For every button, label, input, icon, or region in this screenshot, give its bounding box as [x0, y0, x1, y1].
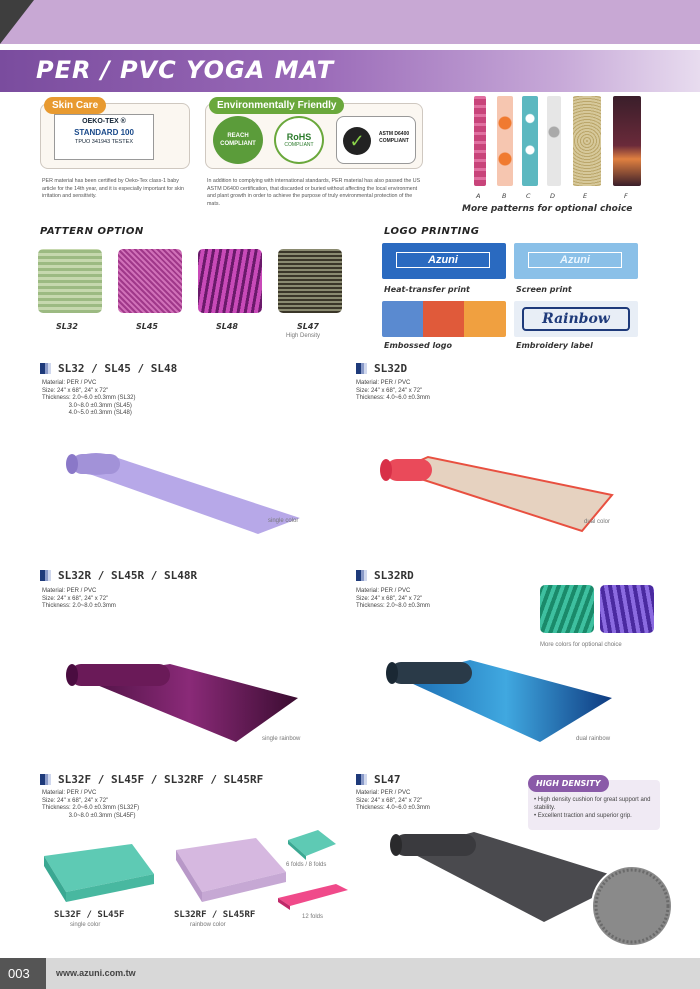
pattern-sample-f [613, 96, 641, 186]
pattern-option-heading: PATTERN OPTION [40, 226, 144, 237]
logo-printing-heading: LOGO PRINTING [384, 226, 480, 237]
patterns-caption: More patterns for optional choice [462, 204, 633, 214]
pattern-letter-e: E [583, 192, 588, 200]
color-swatch-violet [600, 585, 654, 633]
heat-transfer-sample [382, 243, 506, 279]
environment-label: Environmentally Friendly [209, 97, 344, 114]
embossed-logo-sample [382, 301, 506, 337]
oeko-tex-certificate [54, 114, 154, 160]
heat-transfer-logo: Azuni [396, 252, 490, 268]
pattern-letter-a: A [476, 192, 481, 200]
folded-mat-rainbow-color [170, 832, 290, 906]
section-marker [356, 570, 369, 581]
rohs-sub: COMPLIANT [284, 142, 314, 148]
page-number: 003 [8, 966, 30, 981]
mat-image-single-rainbow [60, 640, 310, 750]
mat-image-dual-rainbow [380, 650, 630, 760]
section-marker [40, 363, 53, 374]
pattern-sample-d [547, 96, 561, 186]
bullet-text-2: Excellent traction and superior grip. [537, 813, 632, 819]
cert-standard: STANDARD 100 [74, 128, 134, 137]
pattern-sample-e [573, 96, 601, 186]
bullet-text-1: High density cushion for great support and stability. [534, 797, 651, 811]
swatch-sl45 [118, 249, 182, 313]
folded-mat-6-8-folds [284, 826, 340, 862]
product-spec-sl47: Material: PER / PVC Size: 24" x 68", 24" x 72" Thickness: 4.0~6.0 ±0.3mm [356, 790, 430, 811]
high-density-label: HIGH DENSITY [528, 775, 609, 792]
section-marker [356, 363, 369, 374]
folded-title-single: SL32F / SL45F [54, 910, 125, 920]
folded-title-rainbow: SL32RF / SL45RF [174, 910, 256, 920]
folded-sub-single: single color [70, 922, 101, 928]
rohs-text: RoHS [286, 132, 312, 142]
environment-text: In addition to complying with international standards, PER material has also passed the US ASTM D6400 certification, that discarded or buried without affecting the local environment and plant growth in order to achieve the purpose of truly environmental protection of the mats. [207, 178, 421, 207]
section-marker [40, 570, 53, 581]
product-caption-single-color: single color [268, 518, 299, 524]
product-spec-sl32: Material: PER / PVC Size: 24" x 68", 24" x 72" Thickness: 2.0~6.0 ±0.3mm (SL32) 3.0~8.0 ±0.3mm (SL45) 4.0~5.0 ±0.3mm (SL48) [42, 380, 136, 416]
pattern-sample-c [522, 96, 538, 186]
swatch-label-sl32: SL32 [56, 322, 78, 331]
embroidery-label-sample [514, 301, 638, 337]
section-marker [40, 774, 53, 785]
astm-text: ASTM D6400 COMPLIANT [378, 131, 410, 144]
product-title-sl32f: SL32F / SL45F / SL32RF / SL45RF [58, 773, 264, 786]
swatch-label-sl47: SL47 [297, 322, 319, 331]
product-title-sl47: SL47 [374, 773, 401, 786]
swatch-label-sl45: SL45 [136, 322, 158, 331]
product-title-sl32rd: SL32RD [374, 569, 414, 582]
skin-care-label: Skin Care [44, 97, 106, 114]
cert-title: OEKO-TEX ® [82, 118, 126, 125]
folded-sub-rainbow: rainbow color [190, 922, 226, 928]
section-marker [356, 774, 369, 785]
logo-caption-embroidery: Embroidery label [516, 341, 593, 350]
embroidery-logo: Rainbow [522, 307, 630, 331]
reach-badge: REACH COMPLIANT [213, 116, 263, 164]
logo-caption-heat: Heat-transfer print [384, 285, 470, 294]
bullet-item: • High density cushion for great support and stability. [534, 797, 651, 811]
folded-mat-single-color [38, 836, 158, 906]
swatch-sl47 [278, 249, 342, 313]
product-spec-sl32d: Material: PER / PVC Size: 24" x 68", 24" x 72" Thickness: 4.0~6.0 ±0.3mm [356, 380, 430, 401]
swatch-note-sl47: High Density [286, 333, 321, 339]
logo-caption-embossed: Embossed logo [384, 341, 452, 350]
fold-caption-12: 12 folds [302, 914, 324, 920]
screen-print-logo: Azuni [528, 252, 622, 268]
folded-mat-12-folds [276, 880, 350, 910]
rohs-badge [274, 116, 324, 164]
product-caption-dual-rainbow: dual rainbow [576, 736, 611, 742]
swatch-sl48 [198, 249, 262, 313]
mat-image-high-density [384, 810, 674, 950]
logo-caption-screen: Screen print [516, 285, 572, 294]
product-caption-dual-color: dual color [584, 519, 611, 525]
product-title-sl32d: SL32D [374, 362, 408, 375]
pattern-sample-b [497, 96, 513, 186]
top-band [0, 0, 700, 44]
skin-care-text: PER material has been certified by Oeko-Tex class-1 baby article for the 14th year, and it is especially important for skin irritation and sensitivity. [42, 178, 184, 199]
page-title: PER / PVC YOGA MAT [36, 56, 335, 84]
bullet-item: • Excellent traction and superior grip. [534, 813, 632, 819]
checkmark-icon: ✓ [343, 127, 371, 155]
fold-caption-6-8: 6 folds / 8 folds [286, 862, 327, 868]
astm-badge [336, 116, 416, 164]
cert-number: TPUO 341943 TESTEX [75, 139, 133, 145]
pattern-letter-b: B [502, 192, 507, 200]
product-spec-sl32f: Material: PER / PVC Size: 24" x 68", 24" x 72" Thickness: 2.0~6.0 ±0.3mm (SL32F) 3.0~8.0 ±0.3mm (SL45F) [42, 790, 140, 819]
product-title-sl32r: SL32R / SL45R / SL48R [58, 569, 198, 582]
product-spec-sl32rd: Material: PER / PVC Size: 24" x 68", 24" x 72" Thickness: 2.0~8.0 ±0.3mm [356, 588, 430, 609]
screen-print-sample [514, 243, 638, 279]
pattern-sample-a [474, 96, 486, 186]
footer-url[interactable]: www.azuni.com.tw [56, 968, 136, 978]
pattern-letter-d: D [550, 192, 556, 200]
product-caption-single-rainbow: single rainbow [262, 736, 301, 742]
more-colors-caption: More colors for optional choice [540, 642, 622, 648]
pattern-letter-c: C [526, 192, 531, 200]
product-spec-sl32r: Material: PER / PVC Size: 24" x 68", 24" x 72" Thickness: 2.0~8.0 ±0.3mm [42, 588, 116, 609]
pattern-letter-f: F [624, 192, 628, 200]
color-swatch-teal [540, 585, 594, 633]
swatch-sl32 [38, 249, 102, 313]
swatch-label-sl48: SL48 [216, 322, 238, 331]
product-title-sl32: SL32 / SL45 / SL48 [58, 362, 178, 375]
